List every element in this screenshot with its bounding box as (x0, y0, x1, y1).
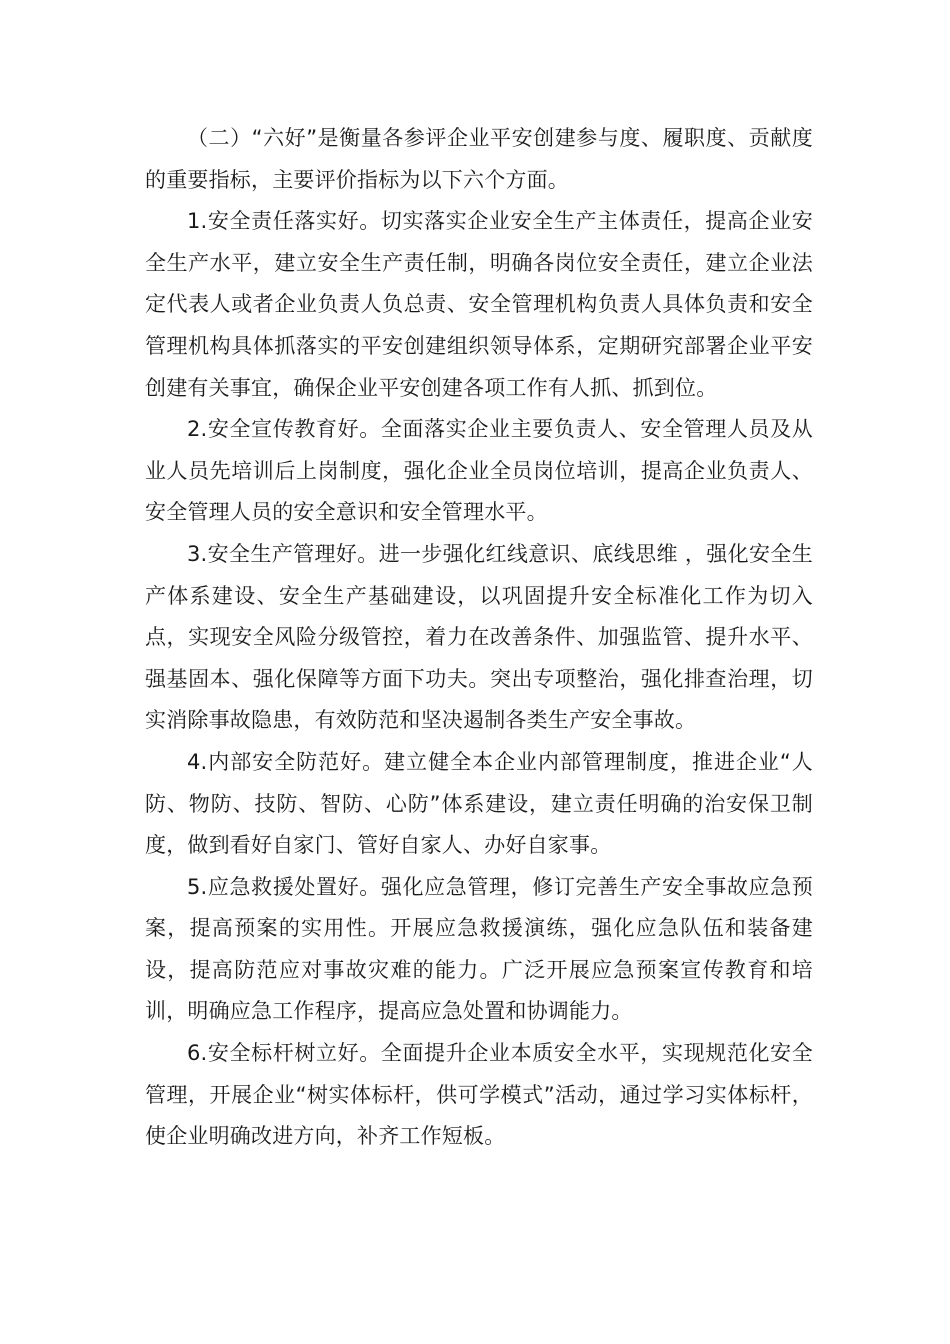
paragraph-item-1: 1.安全责任落实好。切实落实企业安全生产主体责任，提高企业安全生产水平，建立安全生产责任制，明确各岗位安全责任，建立企业法定代表人或者企业负责人负总责、安全管理机构负责人具体负责和安全管理机构具体抓落实的平安创建组织领导体系，定期研究部署企业平安创建有关事宜，确保企业平安创建各项工作有人抓、抓到位。 (145, 209, 813, 400)
document-page (145, 118, 813, 1158)
paragraph-item-4: 4.内部安全防范好。建立健全本企业内部管理制度，推进企业“人防、物防、技防、智防、心防”体系建设，建立责任明确的治安保卫制度，做到看好自家门、管好自家人、办好自家事。 (145, 749, 813, 858)
paragraph-item-2: 2.安全宣传教育好。全面落实企业主要负责人、安全管理人员及从业人员先培训后上岗制度，强化企业全员岗位培训，提高企业负责人、安全管理人员的安全意识和安全管理水平。 (145, 417, 813, 525)
paragraph-intro: （二）“六好”是衡量各参评企业平安创建参与度、履职度、贡献度的重要指标，主要评价指标为以下六个方面。 (145, 126, 813, 192)
paragraph-item-5: 5.应急救援处置好。强化应急管理，修订完善生产安全事故应急预案，提高预案的实用性。开展应急救援演练，强化应急队伍和装备建设，提高防范应对事故灾难的能力。广泛开展应急预案宣传教育和培训，明确应急工作程序，提高应急处置和协调能力。 (145, 874, 813, 1024)
paragraph-item-6: 6.安全标杆树立好。全面提升企业本质安全水平，实现规范化安全管理，开展企业“树实体标杆，供可学模式”活动，通过学习实体标杆，使企业明确改进方向，补齐工作短板。 (145, 1041, 813, 1149)
paragraph-item-3: 3.安全生产管理好。进一步强化红线意识、底线思维 ，强化安全生产体系建设、安全生产基础建设，以巩固提升安全标准化工作为切入点，实现安全风险分级管控，着力在改善条件、加强监管、提升水平、强基固本、强化保障等方面下功夫。突出专项整治，强化排查治理，切实消除事故隐患，有效防范和坚决遏制各类生产安全事故。 (145, 541, 813, 733)
